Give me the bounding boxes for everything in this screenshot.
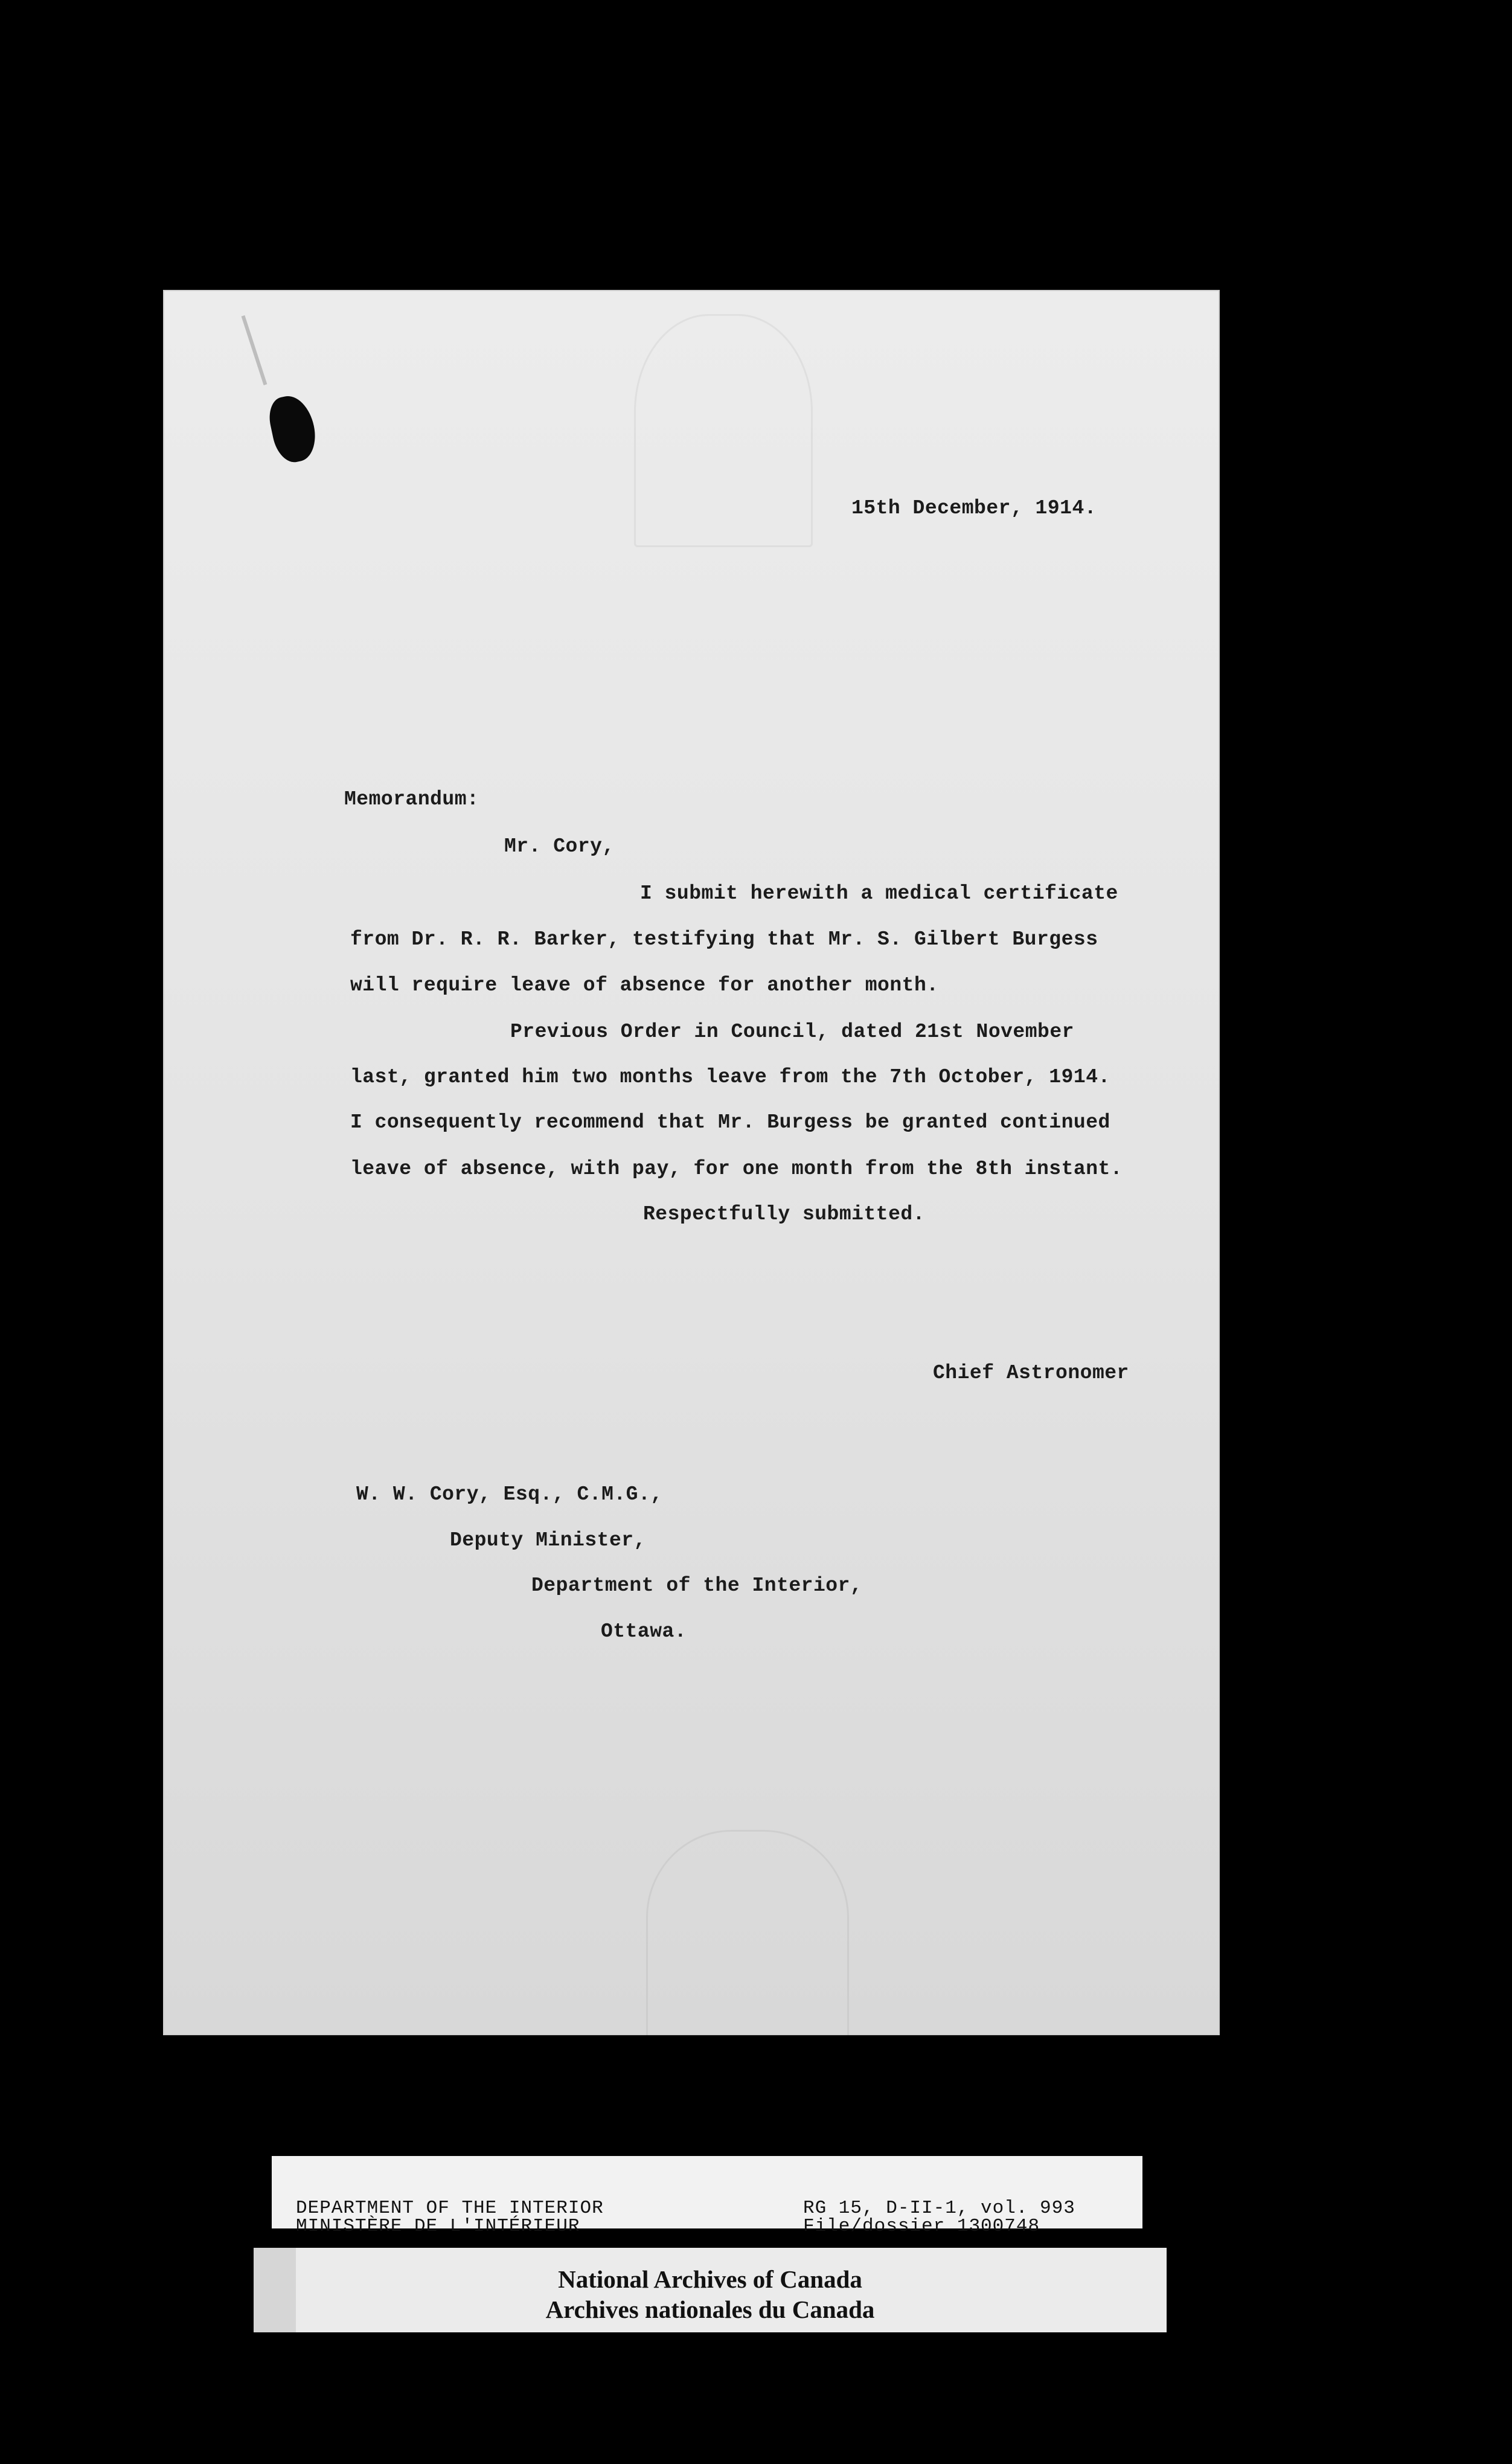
address-line-3: Department of the Interior, — [531, 1574, 863, 1597]
closing: Respectfully submitted. — [643, 1203, 925, 1225]
body-line-6: I consequently recommend that Mr. Burgess be granted continued — [350, 1111, 1110, 1134]
archive-reference-label — [272, 2156, 1142, 2237]
letter-date: 15th December, 1914. — [851, 497, 1097, 519]
national-archives-label — [254, 2248, 1167, 2332]
letter-page — [163, 290, 1220, 2035]
body-line-1: I submit herewith a medical certificate — [640, 882, 1118, 905]
archives-name-en: National Archives of Canada — [558, 2265, 862, 2293]
memo-salutation: Mr. Cory, — [504, 835, 615, 858]
paper-tear — [265, 392, 320, 466]
memo-heading: Memorandum: — [344, 788, 479, 810]
watermark-bottom — [646, 1830, 849, 2039]
body-line-3: will require leave of absence for another month. — [350, 974, 939, 996]
file-number: File/dossier 1300748 — [803, 2216, 1040, 2237]
body-line-7: leave of absence, with pay, for one month from the 8th instant. — [350, 1158, 1123, 1180]
file-reference — [803, 2199, 1075, 2236]
department-name — [296, 2199, 604, 2236]
department-fr: MINISTÈRE DE L'INTÉRIEUR — [296, 2216, 580, 2237]
body-line-5: last, granted him two months leave from the 7th October, 1914. — [350, 1066, 1110, 1088]
address-line-2: Deputy Minister, — [450, 1529, 646, 1551]
department-en: DEPARTMENT OF THE INTERIOR — [296, 2198, 604, 2219]
archives-name-fr: Archives nationales du Canada — [545, 2296, 875, 2323]
signature: Chief Astronomer — [933, 1362, 1129, 1384]
paper-crease — [242, 315, 267, 385]
body-line-2: from Dr. R. R. Barker, testifying that Mr. S. Gilbert Burgess — [350, 928, 1098, 951]
record-group: RG 15, D-II-1, vol. 993 — [803, 2198, 1075, 2219]
address-line-1: W. W. Cory, Esq., C.M.G., — [356, 1483, 663, 1506]
body-line-4: Previous Order in Council, dated 21st November — [510, 1021, 1074, 1043]
address-line-4: Ottawa. — [601, 1620, 687, 1643]
watermark-top — [634, 314, 813, 547]
